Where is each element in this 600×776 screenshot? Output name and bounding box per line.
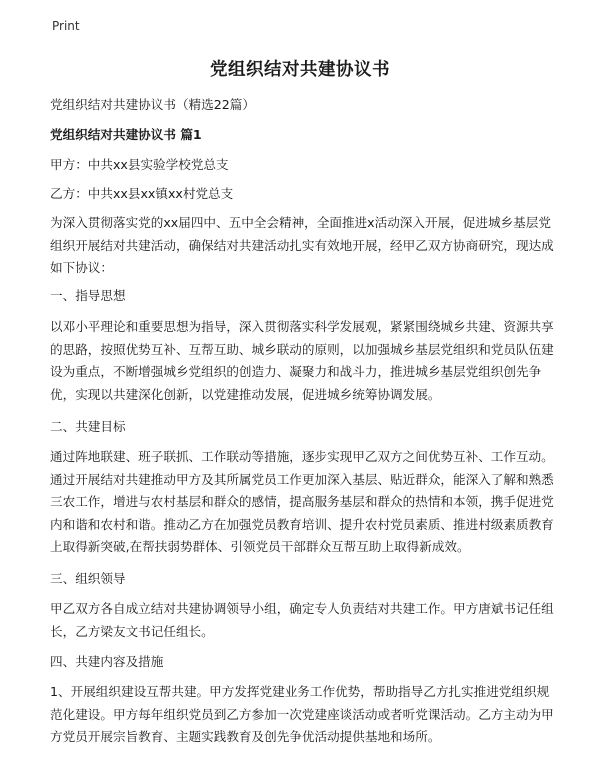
section-body-leadership: 甲乙双方各自成立结对共建协调领导小组，确定专人负责结对共建工作。甲方唐斌书记任组长，乙方梁友文书记任组长。 <box>50 601 554 639</box>
article-heading: 党组织结对共建协议书 篇1 <box>50 127 202 142</box>
party-b: 乙方：中共xx县xx镇xx村党总支 <box>50 186 234 201</box>
document-title: 党组织结对共建协议书 <box>210 60 390 80</box>
section-title-measures: 四、共建内容及措施 <box>50 654 164 669</box>
section-body-goals: 通过阵地联建、班子联抓、工作联动等措施，逐步实现甲乙双方之间优势互补、工作互动。通过开展结对共建推动甲方及其所属党员工作更加深入基层、贴近群众，能深入了解和熟悉三农工作，增进与农村基层和群众的感情，提高服务基层和群众的热情和本领，携手促进党内和谐和农村和谐。推动乙方在加强党员教育培训、提升农村党员素质、推进村级素质教育上取得新突破,在帮扶弱势群体、引领党员干部群众互帮互助上取得新成效。 <box>50 449 554 554</box>
party-a: 甲方：中共xx县实验学校党总支 <box>50 157 229 172</box>
section-title-goals: 二、共建目标 <box>50 419 126 434</box>
section-title-guiding: 一、指导思想 <box>50 288 126 303</box>
intro-paragraph: 为深入贯彻落实党的xx届四中、五中全会精神，全面推进x活动深入开展，促进城乡基层党组织开展结对共建活动，确保结对共建活动扎实有效地开展，经甲乙双方协商研究，现达成如下协议： <box>50 215 554 275</box>
section-body-measures: 1、开展组织建设互帮共建。甲方发挥党建业务工作优势，帮助指导乙方扎实推进党组织规范化建设。甲方每年组织党员到乙方参加一次党建座谈活动或者听党课活动。乙方主动为甲方党员开展宗旨教育、主题实践教育及创先争优活动提供基地和场所。 <box>50 684 554 744</box>
print-label[interactable]: Print <box>52 19 80 33</box>
section-body-guiding: 以邓小平理论和重要思想为指导，深入贯彻落实科学发展观，紧紧围绕城乡共建、资源共享的思路，按照优势互补、互帮互助、城乡联动的原则，以加强城乡基层党组织和党员队伍建设为重点，不断增强城乡党组织的创造力、凝聚力和战斗力，推进城乡基层党组织创先争优，实现以共建深化创新，以党建推动发展，促进城乡统筹协调发展。 <box>50 319 554 402</box>
section-title-leadership: 三、组织领导 <box>50 571 126 586</box>
document-subtitle: 党组织结对共建协议书（精选22篇） <box>50 97 255 112</box>
